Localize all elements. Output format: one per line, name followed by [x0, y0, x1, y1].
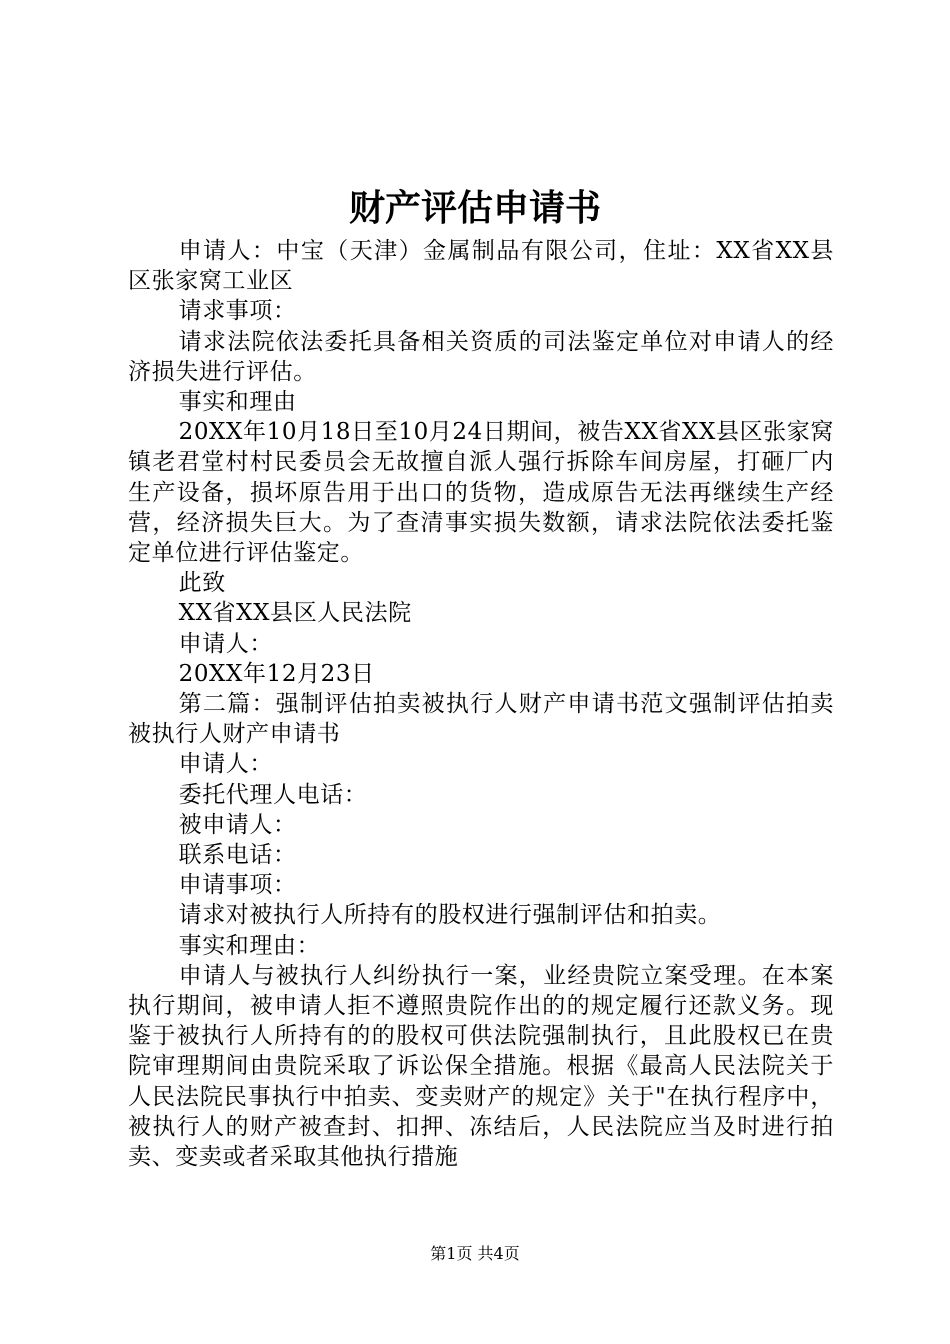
paragraph-date: 20XX年12月23日: [178, 660, 375, 687]
paragraph-court: XX省XX县区人民法院: [178, 600, 412, 627]
paragraph-respondent: 被申请人：: [178, 811, 297, 838]
paragraph-facts-2: 申请人与被执行人纠纷执行一案，业经贵院立案受理。在本案执行期间，被申请人拒不遵照贵院作出的的规定履行还款义务。现鉴于被执行人所持有的的股权可供法院强制执行，且此股权已在贵院审理期间由贵院采取了诉讼保全措施。根据《最高人民法院关于人民法院民事执行中拍卖、变卖财产的规定》关于"在执行程序中，被执行人的财产被查封、扣押、冻结后，人民法院应当及时进行拍卖、变卖或者采取其他执行措施: [128, 962, 834, 1171]
paragraph-request-heading-2: 申请事项：: [178, 872, 297, 899]
paragraph-facts: 20XX年10月18日至10月24日期间，被告XX省XX县区张家窝镇老君堂村村民委员会无故擅自派人强行拆除车间房屋，打砸厂内生产设备，损坏原告用于出口的货物，造成原告无法再继续生产经营，经济损失巨大。为了查清事实损失数额，请求法院依法委托鉴定单位进行评估鉴定。: [128, 419, 834, 567]
paragraph-applicant: 申请人：中宝（天津）金属制品有限公司，住址：XX省XX县区张家窝工业区: [128, 238, 834, 295]
paragraph-request: 请求法院依法委托具备相关资质的司法鉴定单位对申请人的经济损失进行评估。: [128, 328, 834, 385]
paragraph-salutation: 此致: [178, 570, 226, 597]
paragraph-applicant-2: 申请人：: [178, 751, 273, 778]
paragraph-request-heading: 请求事项：: [178, 298, 297, 325]
paragraph-agent-phone: 委托代理人电话：: [178, 781, 368, 808]
paragraph-signature: 申请人：: [178, 630, 273, 657]
document-title: 财产评估申请书: [348, 187, 601, 229]
paragraph-second-title: 第二篇：强制评估拍卖被执行人财产申请书范文强制评估拍卖被执行人财产申请书: [128, 691, 834, 748]
paragraph-facts-heading-2: 事实和理由：: [178, 932, 321, 959]
page-number-footer: 第1页 共4页: [430, 1244, 520, 1263]
paragraph-contact-phone: 联系电话：: [178, 842, 297, 869]
document-body: [128, 236, 834, 1172]
paragraph-facts-heading: 事实和理由: [178, 389, 297, 416]
paragraph-request-2: 请求对被执行人所持有的股权进行强制评估和拍卖。: [178, 902, 722, 929]
